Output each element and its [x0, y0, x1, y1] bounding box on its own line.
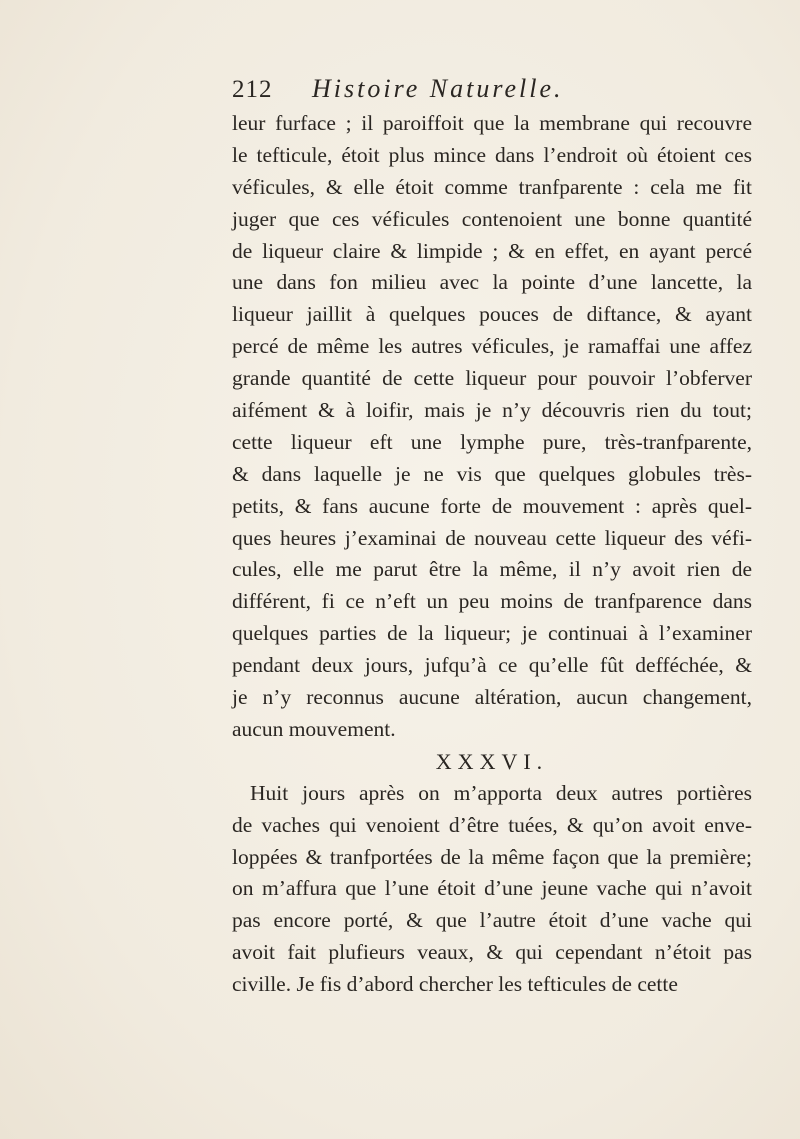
text-line: cules, elle me parut être la même, il n’y avoit rien de	[232, 557, 752, 582]
page-header	[232, 74, 672, 108]
text-line: grande quantité de cette liqueur pour pouvoir l’obferver	[232, 366, 752, 391]
text-line: percé de même les autres véficules, je ramaffai une affez	[232, 334, 752, 359]
text-line: différent, fi ce n’eft un peu moins de tranfparence dans	[232, 589, 752, 614]
text-line: je n’y reconnus aucune altération, aucun changement,	[232, 685, 752, 710]
text-line: aifément & à loifir, mais je n’y découvris rien du tout;	[232, 398, 752, 423]
paragraph-2	[232, 778, 752, 1001]
text-line: de liqueur claire & limpide ; & en effet, en ayant percé	[232, 238, 752, 263]
text-line: ques heures j’examinai de nouveau cette liqueur des véfi-	[232, 525, 752, 550]
text-line: on m’affura que l’une étoit d’une jeune vache qui n’avoit	[232, 876, 752, 901]
text-line: Huit jours après on m’apporta deux autres portières	[250, 780, 752, 805]
text-line: & dans laquelle je ne vis que quelques globules très-	[232, 461, 752, 486]
text-line: véficules, & elle étoit comme tranfparente : cela me fit	[232, 174, 752, 199]
text-line: pendant deux jours, jufqu’à ce qu’elle fût defféchée, &	[232, 653, 752, 678]
page-number: 212	[232, 76, 273, 103]
text-line: quelques parties de la liqueur; je continuai à l’examiner	[232, 621, 752, 646]
text-line: de vaches qui venoient d’être tuées, & qu’on avoit enve-	[232, 812, 752, 837]
paragraph-1	[232, 108, 752, 746]
text-line: aucun mouvement.	[232, 716, 396, 741]
text-line: liqueur jaillit à quelques pouces de diftance, & ayant	[232, 302, 752, 327]
text-line: leur furface ; il paroiffoit que la membrane qui recouvre	[232, 111, 752, 135]
text-line: juger que ces véficules contenoient une bonne quantité	[232, 206, 752, 231]
text-line: cette liqueur eft une lymphe pure, très-tranfparente,	[232, 429, 752, 454]
text-line: avoit fait plufieurs veaux, & qui cependant n’étoit pas	[232, 940, 752, 965]
text-line: pas encore porté, & que l’autre étoit d’une vache qui	[232, 908, 752, 933]
text-line: le tefticule, étoit plus mince dans l’endroit où étoient ces	[232, 142, 752, 167]
body-text	[232, 108, 752, 1001]
text-line: loppées & tranfportées de la même façon que la première;	[232, 844, 752, 869]
running-head: Histoire Naturelle.	[312, 74, 564, 103]
text-line: petits, & fans aucune forte de mouvement : après quel-	[232, 493, 752, 518]
section-heading: XXXVI.	[435, 748, 549, 774]
text-line: une dans fon milieu avec la pointe d’une lancette, la	[232, 270, 752, 295]
text-line: civille. Je fis d’abord chercher les tefticules de cette	[232, 972, 678, 997]
